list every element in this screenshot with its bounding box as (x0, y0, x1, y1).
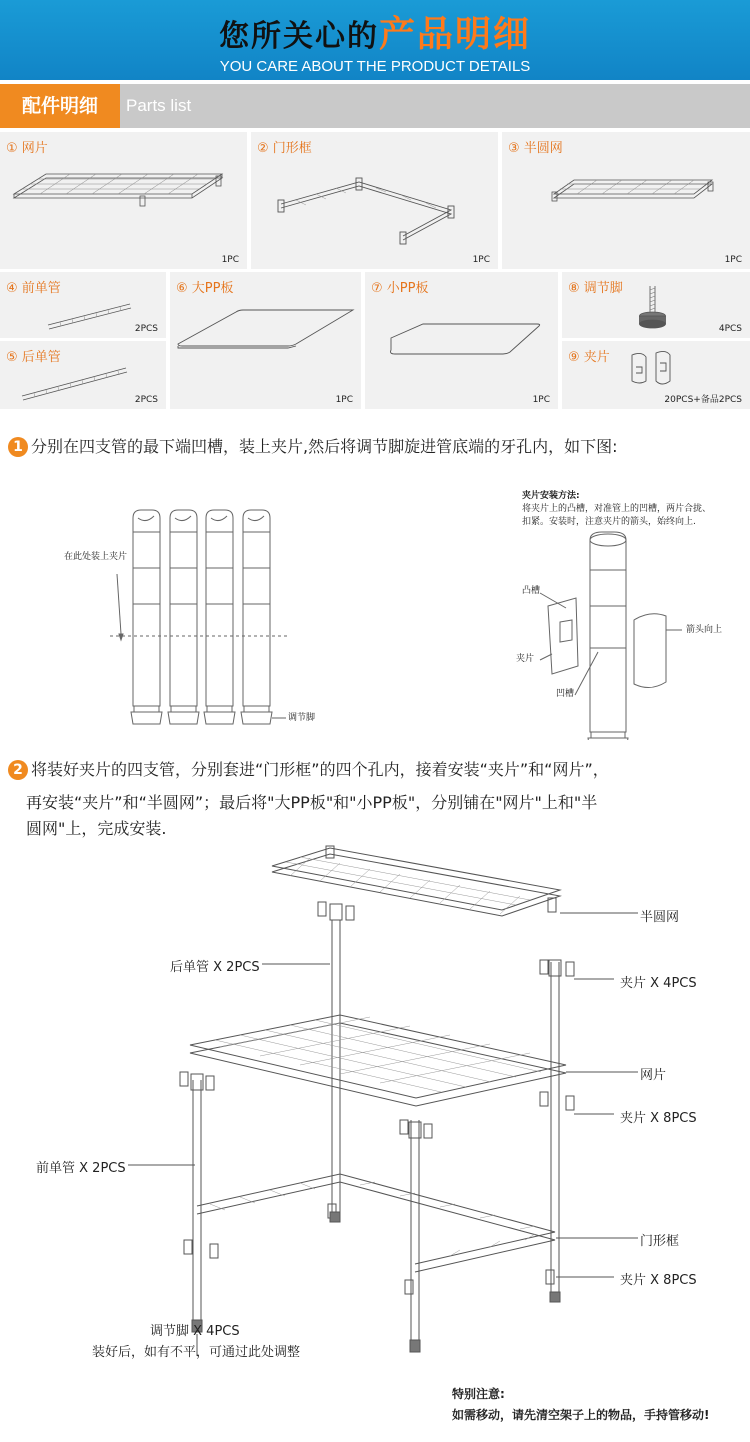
wire-shelf-icon (0, 132, 247, 269)
part-cell-foot (562, 272, 750, 338)
parts-list-tag: 配件明细 (0, 84, 120, 128)
part-label: ⑦ 小PP板 (371, 281, 429, 296)
door-frame-icon (251, 132, 498, 269)
part-label: ⑨ 夹片 (568, 350, 610, 365)
parts-list-subtitle: Parts list (126, 96, 192, 115)
step2-text-line1: 将装好夹片的四支管，分别套进“门形框”的四个孔内，接着安装“夹片”和“网片”， (31, 760, 609, 779)
step2-instruction-line1 (8, 757, 748, 783)
clip-note-line1: 将夹片上的凸槽，对准管上的凹槽，两片合拢、 (522, 504, 712, 514)
part-label: ④ 前单管 (6, 281, 61, 296)
part-label: ⑤ 后单管 (6, 350, 61, 365)
part-cell-clip (562, 341, 750, 409)
clip-position-label: 在此处装上夹片 (64, 552, 128, 562)
part-label: ① 网片 (6, 141, 48, 156)
part-qty: 1PC (532, 395, 550, 405)
part-cell-door-frame (251, 132, 498, 269)
label-clip-8a: 夹片 X 8PCS (620, 1111, 697, 1126)
page-title (0, 6, 750, 57)
part-qty: 1PC (335, 395, 353, 405)
part-qty: 1PC (221, 255, 239, 265)
step1-text: 分别在四支管的最下端凹槽，装上夹片,然后将调节脚旋进管底端的牙孔内，如下图: (31, 437, 618, 456)
label-rear-pipe: 后单管 X 2PCS (170, 960, 260, 975)
part-cell-large-pp-board (170, 272, 361, 409)
part-cell-net (0, 132, 247, 269)
clip-note-line2: 扣紧。安装时，注意夹片的箭头，始终向上. (522, 517, 696, 527)
clip-label: 夹片 (516, 654, 535, 664)
title-part2: 产品明细 (378, 14, 531, 55)
special-note-title: 特别注意: (452, 1387, 505, 1401)
part-label: ② 门形框 (257, 141, 312, 156)
part-qty: 2PCS (134, 324, 158, 334)
label-foot-note: 装好后，如有不平，可通过此处调整 (92, 1345, 301, 1360)
part-cell-front-pipe (0, 272, 166, 338)
clip-detail-pipe (588, 532, 628, 740)
label-door-frame: 门形框 (640, 1234, 680, 1249)
step2-instruction-line3: 圆网"上，完成安装. (26, 819, 167, 838)
label-net: 网片 (640, 1068, 667, 1083)
step1-instruction (8, 434, 748, 460)
pipe-1 (131, 510, 162, 724)
label-foot: 调节脚 X 4PCS (150, 1324, 240, 1339)
step1-number: 1 (8, 437, 28, 457)
part-qty: 1PC (472, 255, 490, 265)
step2-instruction-line2: 再安装“夹片”和“半圆网”；最后将"大PP板"和"小PP板"，分别铺在"网片"上和"半 (26, 793, 598, 812)
part-qty: 1PC (724, 255, 742, 265)
page-subtitle: YOU CARE ABOUT THE PRODUCT DETAILS (219, 58, 531, 75)
half-round-net-icon (502, 132, 750, 269)
part-label: ⑧ 调节脚 (568, 281, 623, 296)
step2-number: 2 (8, 760, 28, 780)
label-clip-4: 夹片 X 4PCS (620, 976, 697, 991)
part-qty: 4PCS (718, 324, 742, 334)
title-part1: 您所关心的 (218, 19, 379, 54)
parts-list-bar (0, 84, 750, 128)
part-qty: 20PCS+备品2PCS (664, 395, 742, 405)
part-cell-rear-pipe (0, 341, 166, 409)
header-banner (0, 0, 750, 80)
clip-note-title: 夹片安装方法: (522, 491, 580, 501)
pp-board-icon (365, 272, 558, 409)
pp-board-icon (170, 272, 361, 409)
label-half-round-net: 半圆网 (640, 910, 680, 925)
label-front-pipe: 前单管 X 2PCS (36, 1161, 126, 1176)
concave-label: 凹槽 (556, 689, 575, 699)
part-qty: 2PCS (134, 395, 158, 405)
special-note-text: 如需移动，请先清空架子上的物品，手持管移动! (452, 1408, 710, 1422)
part-label: ③ 半圆网 (508, 141, 563, 156)
part-cell-small-pp-board (365, 272, 558, 409)
arrow-up-label: 箭头向上 (686, 625, 723, 635)
foot-label: 调节脚 (288, 713, 316, 723)
convex-label: 凸槽 (522, 586, 541, 596)
label-clip-8b: 夹片 X 8PCS (620, 1273, 697, 1288)
part-label: ⑥ 大PP板 (176, 281, 234, 296)
part-cell-half-net (502, 132, 750, 269)
